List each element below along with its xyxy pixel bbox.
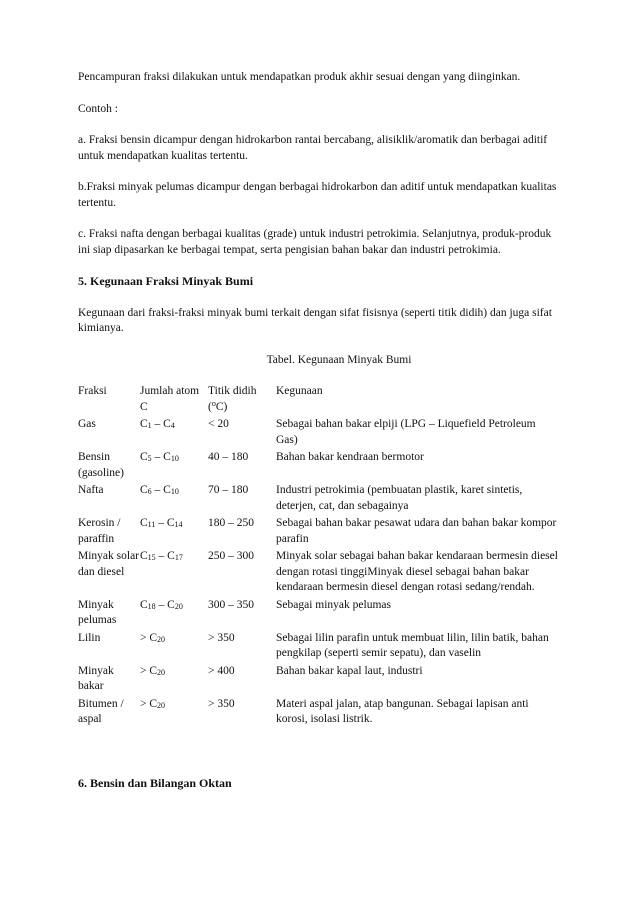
cell-titik-didih: 250 – 300 xyxy=(208,550,254,562)
intro-paragraph: Pencampuran fraksi dilakukan untuk mendapatkan produk akhir sesuai dengan yang diinginkan. xyxy=(78,71,521,83)
cell-jumlah-atom xyxy=(140,549,208,598)
cell-jumlah-atom xyxy=(140,417,208,450)
table-row xyxy=(78,417,560,450)
atom-text: C xyxy=(140,451,148,463)
header-titik-suffix: C) xyxy=(215,400,228,413)
atom-text: – C xyxy=(155,598,175,611)
cell-titik-didih: 40 – 180 xyxy=(208,451,249,463)
cell-titik-didih: 70 – 180 xyxy=(208,484,249,496)
atom-text: – C xyxy=(155,550,175,562)
cell-fraksi: Gas xyxy=(78,418,96,430)
atom-subscript: 14 xyxy=(174,520,183,529)
atom-text: > C xyxy=(140,631,158,644)
cell-titik-didih: > 350 xyxy=(208,697,235,710)
cell-titik-didih: > 350 xyxy=(208,631,235,644)
cell-kegunaan: Bahan bakar kapal laut, industri xyxy=(276,664,423,677)
cell-kegunaan: Sebagai bahan bakar elpiji (LPG – Liquefield Petroleum Gas) xyxy=(276,418,536,446)
cell-kegunaan: Bahan bakar kendraan bermotor xyxy=(276,451,424,463)
atom-subscript: 10 xyxy=(170,487,179,496)
cell-kegunaan: Sebagai lilin parafin untuk membuat lilin, lilin batik, bahan pengkilap (seperti semir sepatu), dan vaselin xyxy=(276,631,549,659)
atom-subscript: 6 xyxy=(147,487,152,496)
atom-text: – C xyxy=(151,451,171,463)
section-5-heading: 5. Kegunaan Fraksi Minyak Bumi xyxy=(78,274,254,288)
section-6-heading: 6. Bensin dan Bilangan Oktan xyxy=(78,775,232,790)
atom-text: – C xyxy=(151,418,171,430)
cell-fraksi: Bitumen / aspal xyxy=(78,697,124,725)
header-fraksi: Fraksi xyxy=(78,385,107,397)
table-row xyxy=(78,598,560,631)
table-row xyxy=(78,697,560,730)
atom-subscript: 10 xyxy=(170,454,179,463)
cell-jumlah-atom xyxy=(140,450,208,483)
table-row xyxy=(78,516,560,549)
atom-subscript: 20 xyxy=(157,667,166,677)
header-kegunaan: Kegunaan xyxy=(276,385,323,397)
atom-text: C xyxy=(140,598,148,611)
atom-subscript: 20 xyxy=(157,634,166,644)
table-row xyxy=(78,483,560,516)
example-a: a. Fraksi bensin dicampur dengan hidrokarbon rantai bercabang, alisiklik/aromatik dan berbagai aditif untuk mendapatkan kualitas tertentu. xyxy=(78,134,548,162)
cell-fraksi: Nafta xyxy=(78,484,104,496)
cell-kegunaan: Sebagai minyak pelumas xyxy=(276,598,391,611)
table-row xyxy=(78,549,560,598)
cell-fraksi: Minyak bakar xyxy=(78,664,114,692)
atom-subscript: 1 xyxy=(147,421,152,430)
header-jumlah-atom: Jumlah atom C xyxy=(140,385,200,413)
section-5-body: Kegunaan dari fraksi-fraksi minyak bumi terkait dengan sifat fisisnya (seperti titik didih) dan juga sifat kimianya. xyxy=(78,306,552,334)
atom-subscript: 17 xyxy=(174,553,183,562)
header-titik-sup: o xyxy=(211,398,216,408)
table-row xyxy=(78,664,560,697)
atom-subscript: 5 xyxy=(147,454,152,463)
kegunaan-table xyxy=(78,384,560,730)
cell-kegunaan: Minyak solar sebagai bahan bakar kendaraan bermesin diesel dengan rotasi tinggiMinyak diesel sebagai bahan bakar kendaraan bermesin diesel dengan rotasi sedang/rendah. xyxy=(276,550,558,593)
cell-fraksi: Lilin xyxy=(78,631,101,644)
cell-fraksi: Minyak solar dan diesel xyxy=(78,550,140,578)
cell-jumlah-atom xyxy=(140,664,208,697)
header-titik-didih xyxy=(208,384,276,417)
table-caption: Tabel. Kegunaan Minyak Bumi xyxy=(266,353,412,366)
cell-titik-didih: < 20 xyxy=(208,418,229,430)
cell-kegunaan: Materi aspal jalan, atap bangunan. Sebagai lapisan anti korosi, isolasi listrik. xyxy=(276,697,529,725)
cell-jumlah-atom xyxy=(140,631,208,664)
atom-subscript: 4 xyxy=(170,421,175,430)
atom-text: – C xyxy=(155,517,175,529)
cell-kegunaan: Sebagai bahan bakar pesawat udara dan bahan bakar kompor parafin xyxy=(276,517,557,545)
document-page xyxy=(78,70,560,807)
atom-text: > C xyxy=(140,664,158,677)
atom-text: C xyxy=(140,484,148,496)
cell-titik-didih: > 400 xyxy=(208,664,235,677)
cell-jumlah-atom xyxy=(140,483,208,516)
example-b: b.Fraksi minyak pelumas dicampur dengan berbagai hidrokarbon dan aditif untuk mendapatkan kualitas tertentu. xyxy=(78,181,557,209)
table-row xyxy=(78,631,560,664)
header-titik-prefix: Titik didih ( xyxy=(208,385,257,413)
atom-text: C xyxy=(140,550,148,562)
cell-titik-didih: 180 – 250 xyxy=(208,517,254,529)
atom-text: – C xyxy=(151,484,171,496)
atom-subscript: 15 xyxy=(147,553,156,562)
cell-fraksi: Minyak pelumas xyxy=(78,598,117,626)
atom-subscript: 20 xyxy=(174,601,183,611)
contoh-label: Contoh : xyxy=(78,102,118,115)
cell-kegunaan: Industri petrokimia (pembuatan plastik, karet sintetis, deterjen, cat, dan sebagainya xyxy=(276,484,523,512)
example-c: c. Fraksi nafta dengan berbagai kualitas (grade) untuk industri petrokimia. Selanjutnya, produk-produk ini siap dipasarkan ke berbagai tempat, serta pengisian bahan bakar dan industri petrokimia. xyxy=(78,228,552,256)
atom-subscript: 18 xyxy=(147,601,156,611)
table-body xyxy=(78,417,560,730)
cell-jumlah-atom xyxy=(140,697,208,730)
cell-fraksi: Kerosin / paraffin xyxy=(78,517,121,545)
cell-fraksi: Bensin (gasoline) xyxy=(78,451,124,479)
table-header-row xyxy=(78,384,560,417)
cell-jumlah-atom xyxy=(140,516,208,549)
atom-text: > C xyxy=(140,697,158,710)
table-row xyxy=(78,450,560,483)
atom-subscript: 11 xyxy=(147,520,156,529)
atom-text: C xyxy=(140,418,148,430)
cell-titik-didih: 300 – 350 xyxy=(208,598,254,611)
cell-jumlah-atom xyxy=(140,598,208,631)
atom-subscript: 20 xyxy=(157,700,166,710)
atom-text: C xyxy=(140,517,148,529)
